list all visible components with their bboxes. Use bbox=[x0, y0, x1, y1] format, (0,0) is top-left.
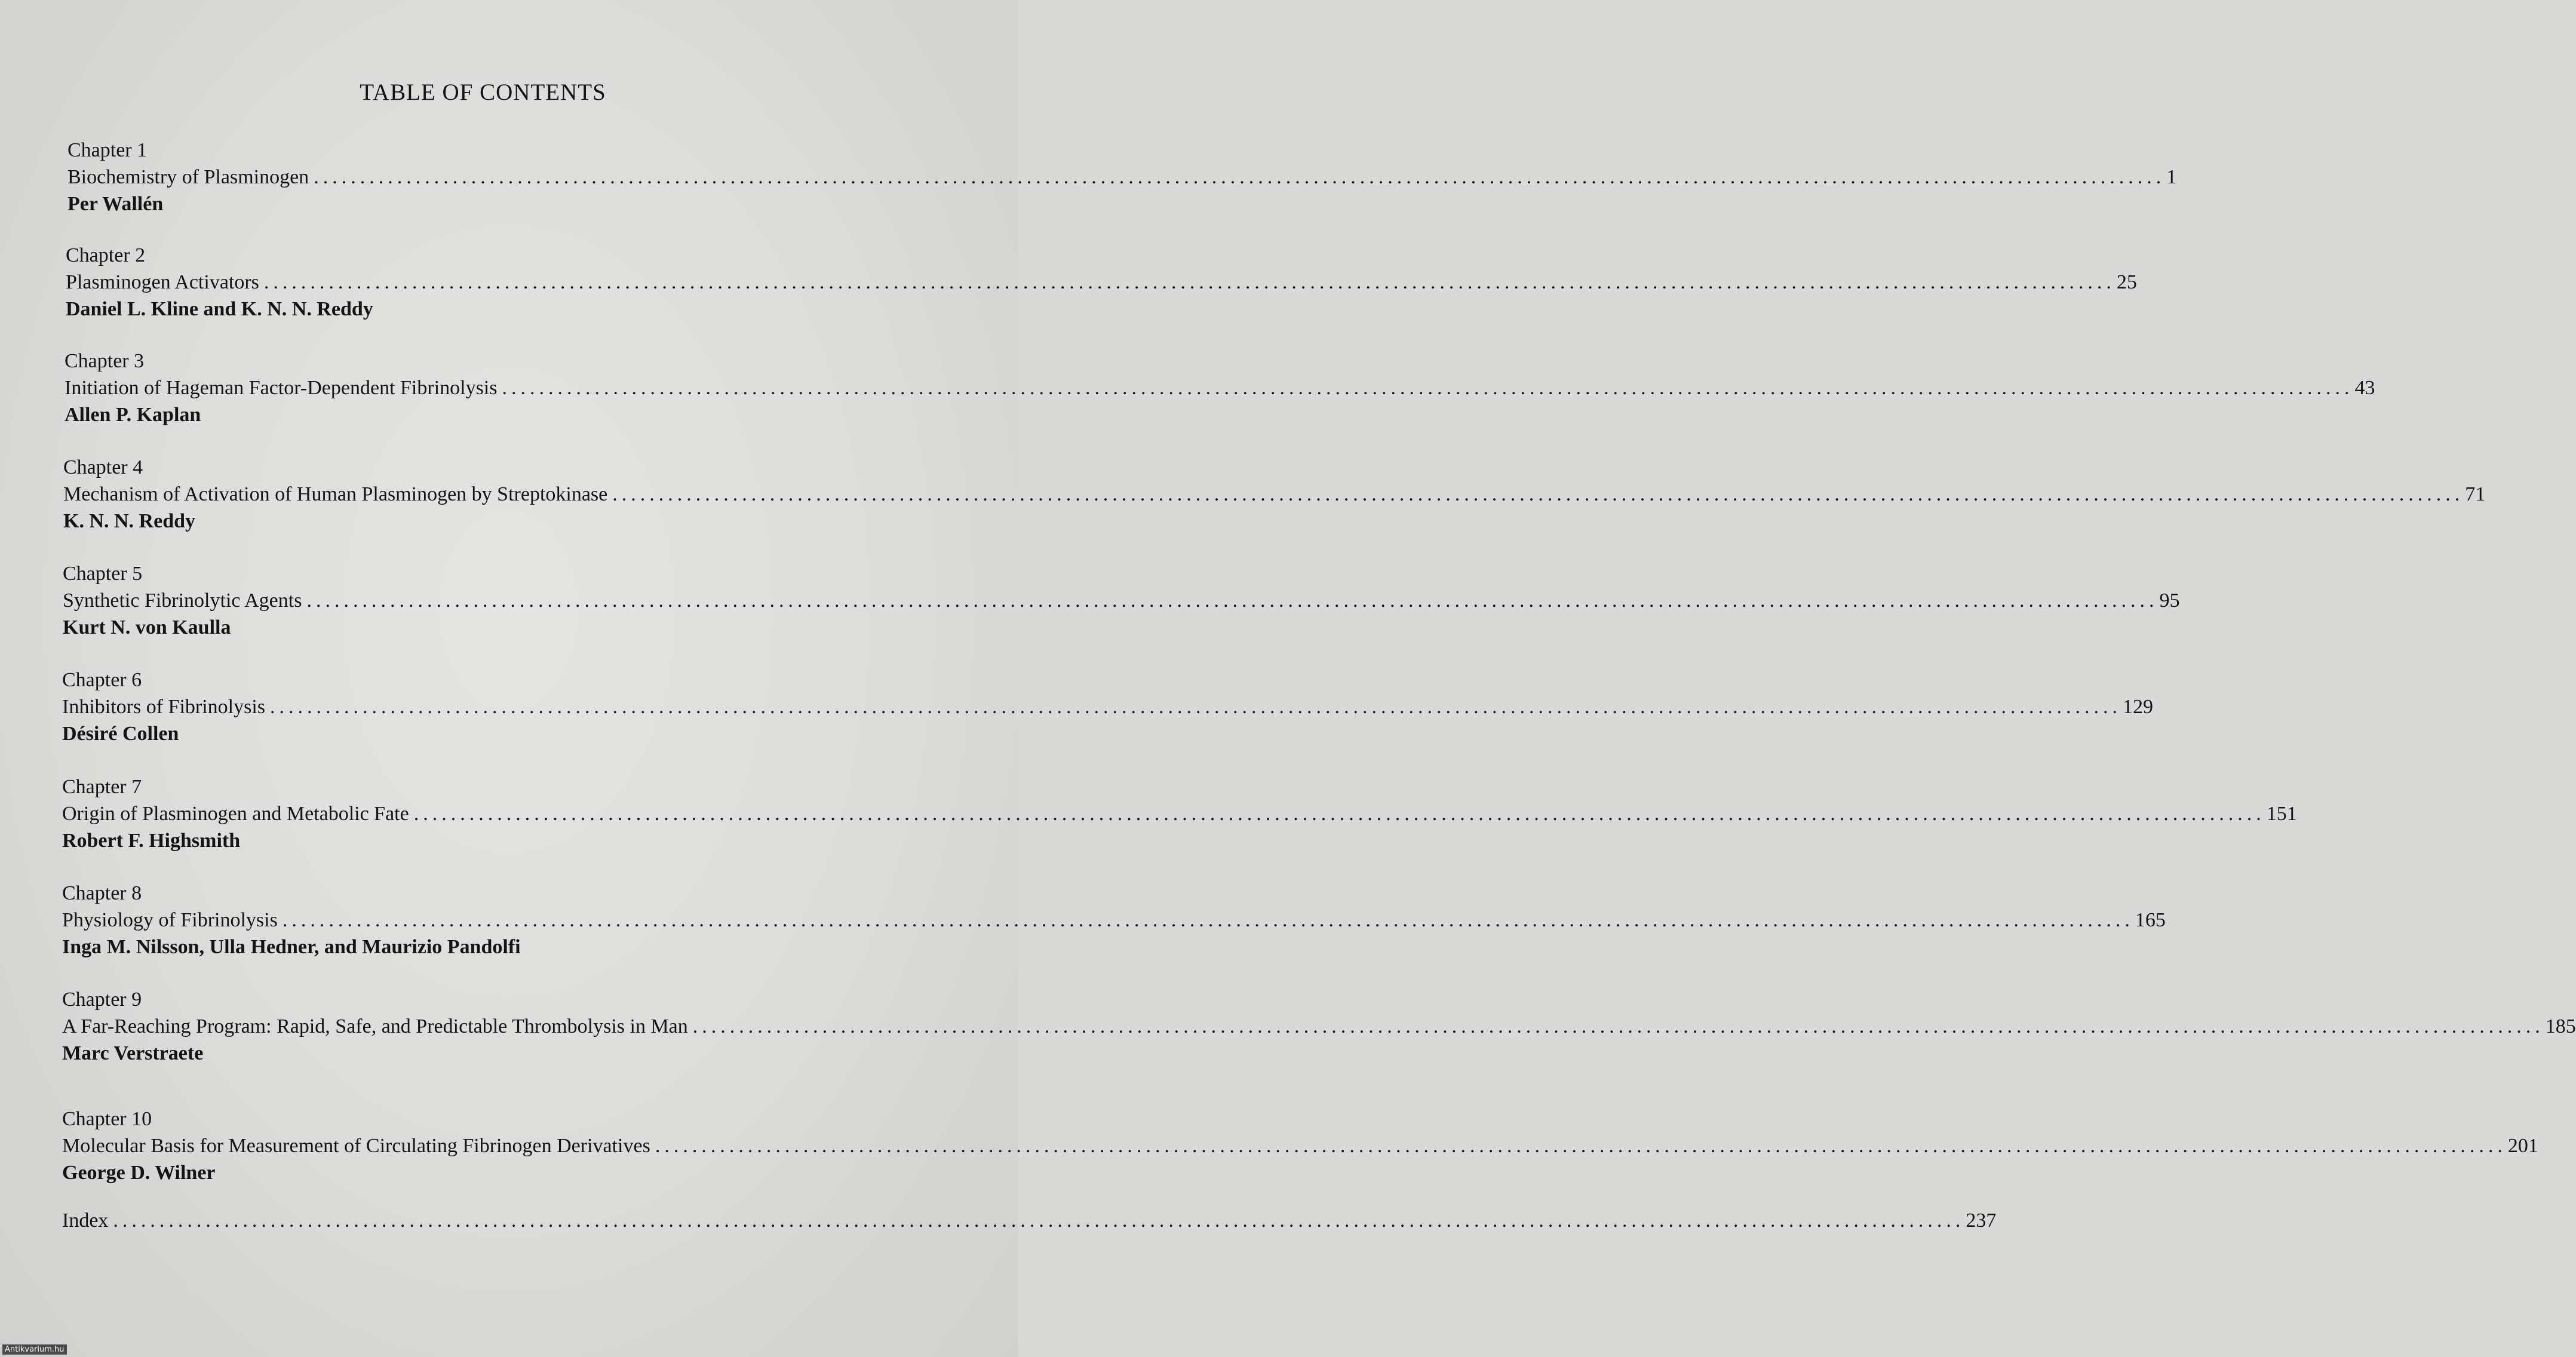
toc-entry-chapter-10 bbox=[62, 1106, 2538, 1186]
toc-line bbox=[63, 481, 2486, 508]
toc-line bbox=[63, 587, 2180, 614]
chapter-title: Synthetic Fibrinolytic Agents bbox=[63, 590, 302, 612]
chapter-title: Plasminogen Activators bbox=[66, 271, 259, 293]
toc-entry-chapter-2 bbox=[66, 242, 2137, 323]
dot-leader: ........................................................................................................................................................................................................ bbox=[612, 483, 2464, 505]
chapter-author: Kurt N. von Kaulla bbox=[63, 616, 231, 638]
toc-entry-chapter-9 bbox=[62, 986, 2576, 1067]
toc-entry-chapter-7 bbox=[62, 773, 2297, 854]
page-number: 151 bbox=[2266, 803, 2297, 825]
chapter-label: Chapter 4 bbox=[63, 456, 143, 478]
toc-line bbox=[66, 269, 2137, 296]
toc-line bbox=[62, 1013, 2576, 1040]
toc-entry-chapter-8 bbox=[62, 880, 2166, 960]
page-number: 237 bbox=[1966, 1209, 1997, 1232]
dot-leader: ........................................................................................................................................................................................................ bbox=[413, 803, 2265, 825]
chapter-label: Chapter 2 bbox=[66, 244, 146, 266]
dot-leader: ........................................................................................................................................................................................................ bbox=[502, 377, 2354, 399]
toc-entry-chapter-5 bbox=[63, 560, 2180, 641]
chapter-title: A Far-Reaching Program: Rapid, Safe, and Predictable Thrombolysis in Man bbox=[62, 1015, 688, 1037]
page-title: TABLE OF CONTENTS bbox=[360, 79, 606, 105]
chapter-author: Marc Verstraete bbox=[62, 1042, 204, 1064]
page-number: 1 bbox=[2166, 166, 2177, 188]
chapter-label: Chapter 7 bbox=[62, 776, 142, 798]
watermark: Antikvarium.hu bbox=[2, 1344, 67, 1355]
toc-entry-index bbox=[62, 1207, 1997, 1234]
chapter-title: Initiation of Hageman Factor-Dependent Fibrinolysis bbox=[65, 377, 498, 399]
chapter-label: Chapter 9 bbox=[62, 988, 142, 1011]
page-number: 43 bbox=[2354, 377, 2375, 399]
dot-leader: ........................................................................................................................................................................................................ bbox=[314, 166, 2166, 188]
index-title: Index bbox=[62, 1209, 109, 1232]
page-number: 185 bbox=[2545, 1015, 2576, 1037]
toc-line bbox=[62, 693, 2154, 720]
dot-leader: ........................................................................................................................................................................................................ bbox=[692, 1015, 2544, 1037]
dot-leader: ........................................................................................................................................................................................................ bbox=[263, 271, 2116, 293]
chapter-title: Inhibitors of Fibrinolysis bbox=[62, 696, 266, 718]
chapter-author: Allen P. Kaplan bbox=[65, 404, 201, 426]
chapter-title: Physiology of Fibrinolysis bbox=[62, 909, 278, 931]
chapter-author: Daniel L. Kline and K. N. N. Reddy bbox=[66, 298, 373, 320]
toc-entry-chapter-3 bbox=[65, 348, 2375, 428]
toc-line bbox=[65, 374, 2375, 401]
toc-entry-chapter-1 bbox=[67, 137, 2177, 217]
chapter-author: George D. Wilner bbox=[62, 1162, 216, 1184]
toc-entry-chapter-4 bbox=[63, 454, 2486, 535]
page-number: 129 bbox=[2123, 696, 2154, 718]
chapter-title: Molecular Basis for Measurement of Circulating Fibrinogen Derivatives bbox=[62, 1135, 650, 1157]
chapter-label: Chapter 1 bbox=[67, 139, 148, 161]
page-number: 71 bbox=[2465, 483, 2486, 505]
toc-line bbox=[62, 907, 2166, 934]
page-number: 165 bbox=[2135, 909, 2166, 931]
chapter-title: Origin of Plasminogen and Metabolic Fate bbox=[62, 803, 409, 825]
toc-entry-chapter-6 bbox=[62, 667, 2154, 747]
chapter-label: Chapter 5 bbox=[63, 563, 143, 585]
chapter-label: Chapter 8 bbox=[62, 882, 142, 904]
chapter-label: Chapter 6 bbox=[62, 669, 142, 691]
dot-leader: ........................................................................................................................................................................................................ bbox=[655, 1135, 2507, 1157]
dot-leader: ........................................................................................................................................................................................................ bbox=[113, 1209, 1965, 1232]
chapter-author: Per Wallén bbox=[67, 193, 164, 215]
page-number: 95 bbox=[2159, 590, 2180, 612]
toc-line bbox=[62, 1132, 2538, 1159]
chapter-label: Chapter 3 bbox=[65, 350, 145, 372]
chapter-author: Inga M. Nilsson, Ulla Hedner, and Maurizio Pandolfi bbox=[62, 936, 521, 958]
page-number: 25 bbox=[2116, 271, 2137, 293]
dot-leader: ........................................................................................................................................................................................................ bbox=[270, 696, 2122, 718]
chapter-title: Mechanism of Activation of Human Plasminogen by Streptokinase bbox=[63, 483, 608, 505]
chapter-title: Biochemistry of Plasminogen bbox=[67, 166, 309, 188]
dot-leader: ........................................................................................................................................................................................................ bbox=[306, 590, 2159, 612]
toc-line bbox=[62, 800, 2297, 827]
toc-line bbox=[62, 1207, 1997, 1234]
chapter-author: Robert F. Highsmith bbox=[62, 830, 241, 852]
toc-line bbox=[67, 164, 2177, 191]
chapter-label: Chapter 10 bbox=[62, 1108, 152, 1130]
chapter-author: Désiré Collen bbox=[62, 723, 179, 745]
dot-leader: ........................................................................................................................................................................................................ bbox=[282, 909, 2134, 931]
page-number: 201 bbox=[2507, 1135, 2538, 1157]
chapter-author: K. N. N. Reddy bbox=[63, 510, 196, 532]
